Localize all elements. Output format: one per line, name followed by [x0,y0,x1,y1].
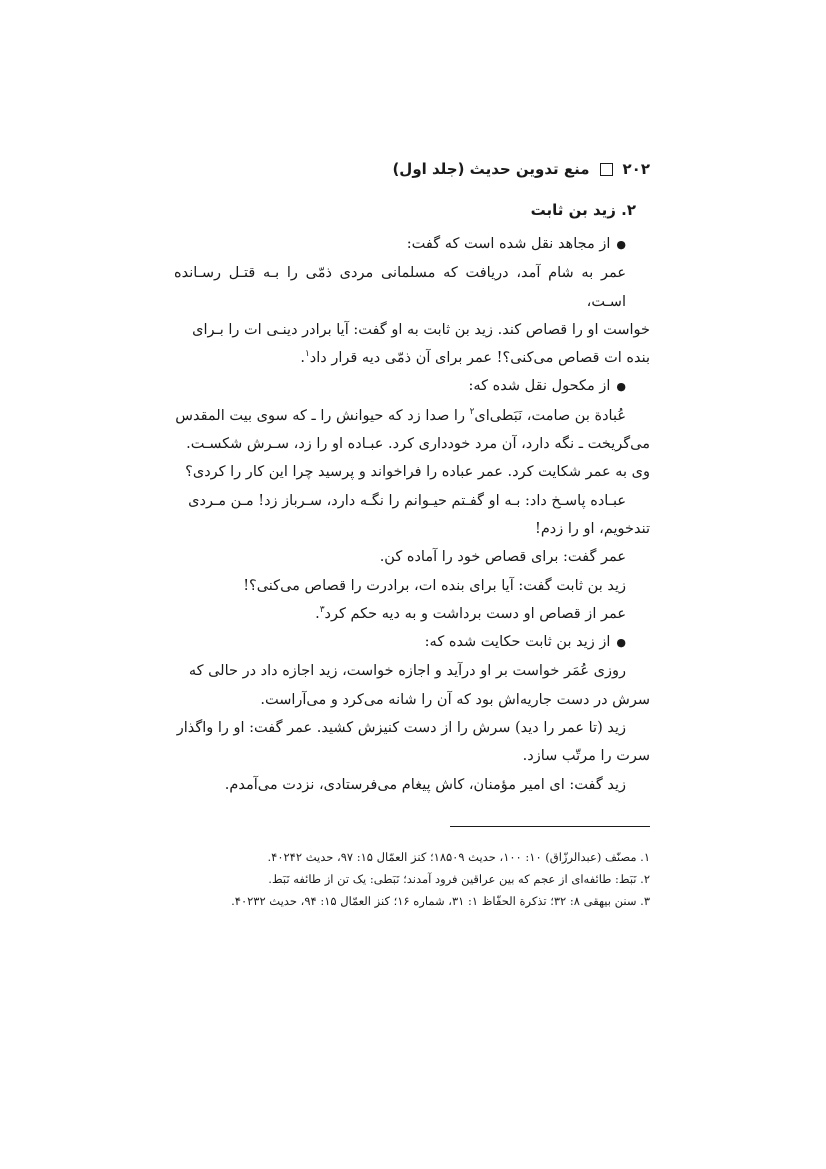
footnote: ۲. نَبَط: طائفه‌ای از عجم که بین عراقین فرود آمدند؛ نَبَطی: یک تن از طائفه نَبَط. [268,872,650,886]
text-line: را صدا زد که حیوانش را ـ که سوی بیت المقدس [175,407,470,424]
paragraph [174,686,650,714]
text-line: . [300,350,305,367]
book-title: منع تدوین حدیث (جلد اول) [392,160,590,178]
text-line: عمر از قصاص او دست برداشت و به دیه حکم کرد [324,605,626,622]
paragraph [174,402,650,430]
bullet-icon: ● [616,238,626,251]
paragraph: زید گفت: ای امیر مؤمنان، کاش پیغام می‌فرستادی، نزدت می‌آمدم. [224,776,626,793]
footnote-ref: ۲ [469,406,475,417]
bullet-paragraph [174,372,650,401]
paragraph [174,430,650,458]
paragraph [174,657,650,685]
text-line: خواست او را قصاص کند. زید بن ثابت به او گفت: آیا برادر دینـی ات را بـرای [192,321,650,338]
paragraph: زید بن ثابت گفت: آیا برای بنده ات، برادرت را قصاص می‌کنی؟! [243,577,626,594]
page-number: ۲۰۲ [622,160,650,178]
text-line: می‌گریخت ـ نگه دارد، آن مرد خودداری کرد. عبـاده او را زد، سـرش شکسـت. [186,436,650,453]
footnote-ref: ۱ [304,349,310,360]
bullet-text: از زید بن ثابت حکایت شده که: [424,634,611,651]
footnote-ref: ۳ [319,605,325,616]
paragraph [174,487,650,515]
footnote-divider [450,826,650,827]
section-title: ۲. زید بن ثابت [530,201,636,219]
text-line: وی به عمر شکایت کرد. عمر عباده را فراخواند و پرسید چرا این کار را کردی؟ [185,464,650,481]
paragraph [174,344,650,372]
bullet-paragraph [174,230,650,259]
main-text [174,230,650,799]
text-line: . [315,605,320,622]
footnote: ۳. سنن بیهقی ۸: ۳۲؛ تذکرة الحفّاظ ۱: ۳۱، شماره ۱۶؛ کنز العمّال ۱۵: ۹۴، حدیث ۴۰۲۳۲. [231,894,650,908]
paragraph [174,515,650,543]
paragraph [174,742,650,770]
text-line: تندخویم، او را زدم! [535,520,650,537]
bullet-text: از مجاهد نقل شده است که گفت: [406,236,611,252]
text-line: عمر به شام آمد، دریافت که مسلمانی مردی ذمّی را بـه قتـل رسـانده اسـت، [174,265,626,310]
bullet-icon: ● [616,380,626,394]
footnote: ۱. مصنّف (عبدالرزّاق) ۱۰: ۱۰۰، حدیث ۱۸۵۰۹؛ کنز العمّال ۱۵: ۹۷، حدیث ۴۰۲۴۲. [267,850,650,864]
footnotes [170,846,650,912]
paragraph [174,458,650,486]
paragraph: عمر گفت: برای قصاص خود را آماده کن. [379,549,626,566]
running-header [392,160,650,178]
text-line: سرت را مرتّب سازد. [522,748,650,765]
bullet-text: از مکحول نقل شده که: [468,378,611,395]
bullet-paragraph [174,628,650,657]
paragraph [174,316,650,344]
paragraph [174,600,650,628]
text-line: سرش در دست جاریه‌اش بود که آن را شانه می‌کرد و می‌آراست. [260,691,650,708]
paragraph [174,259,650,316]
paragraph [174,714,650,742]
text-line: روزی عُمَر خواست بر او درآید و اجازه خواست، زید اجازه داد در حالی که [188,663,626,680]
square-icon [600,163,613,176]
text-line: عُبادة بن صامت، نَبَطی‌ای [474,407,626,424]
bullet-icon: ● [616,636,626,650]
text-line: عبـاده پاسـخ داد: بـه او گفـتم حیـوانم را نگـه دارد، سـرباز زد! مـن مـردی [188,492,626,509]
text-line: بنده ات قصاص می‌کنی؟! عمر برای آن ذمّی دیه قرار داد [309,350,650,367]
text-line: زید (تا عمر را دید) سرش را از دست کنیزش کشید. عمر گفت: او را واگذار [176,720,626,737]
